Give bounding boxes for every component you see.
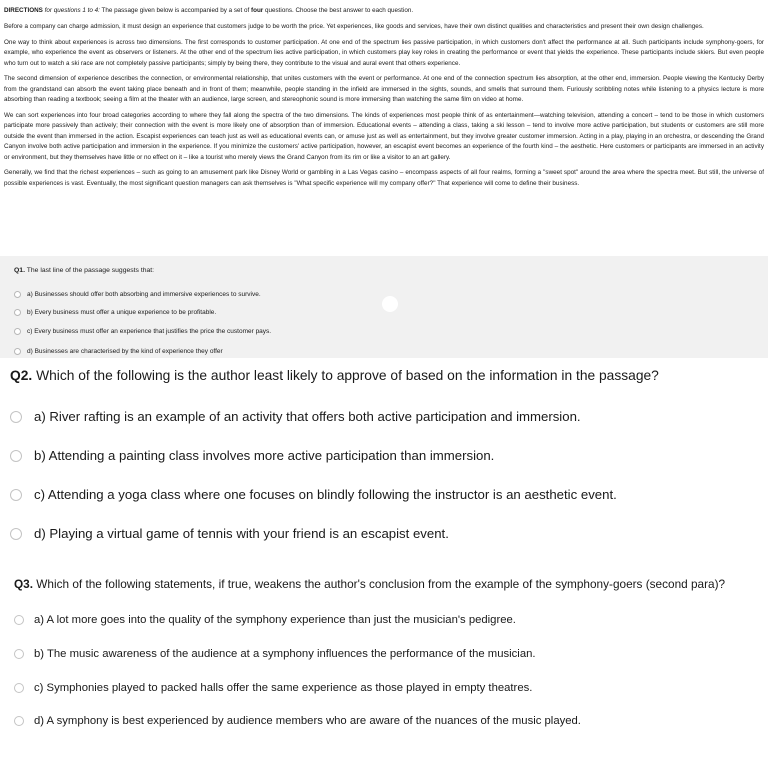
option-label: d) Playing a virtual game of tennis with your friend is an escapist event. bbox=[34, 526, 449, 541]
radio-button[interactable] bbox=[14, 683, 24, 693]
cursor-indicator bbox=[382, 296, 398, 312]
directions-text-end: questions. Choose the best answer to each question. bbox=[263, 7, 414, 14]
question-3-option-c[interactable] bbox=[14, 682, 532, 694]
directions-count: four bbox=[251, 7, 264, 14]
radio-button[interactable] bbox=[14, 716, 24, 726]
question-2-option-d[interactable] bbox=[10, 526, 449, 541]
radio-button[interactable] bbox=[14, 328, 21, 335]
question-1-option-a[interactable] bbox=[14, 291, 261, 298]
passage-paragraph-3: The second dimension of experience describes the connection, or environmental relationship, that unites customers with the event or performance. At one end of the connection spectrum lies absorption, at the other end, immersion. People viewing the Kentucky Derby from the grandstand can absorb the event taking place beneath and in front of them; meanwhile, people standing in the infield are immersed in the sights, sounds, and smells that surround them. Furiously scribbling notes while listening to a physics lecture is more absorbing than reading a textbook; seeing a film at the theater with an audience, large screen, and stereophonic sound is more immersing than watching the same film on video at home. bbox=[4, 75, 764, 103]
passage-paragraph-2: One way to think about experiences is across two dimensions. The first corresponds to customer participation. At one end of the spectrum lies passive participation, in which customers don't affect the performance at all. Such participants include symphony-goers, for example, who experience the event as observers or listeners. At the other end of the spectrum lies active participation, in which customers play key roles in creating the performance or event that yields the experience. These participants include skiers. But even people who turn out to watch a ski race are not completely passive participants; simply by being there, they contribute to the visual and aural event that others experience. bbox=[4, 38, 764, 67]
radio-button[interactable] bbox=[14, 348, 21, 355]
question-3-text: Which of the following statements, if true, weakens the author's conclusion from the example of the symphony-goers (second para)? bbox=[33, 577, 726, 591]
option-label: b) Attending a painting class involves more active participation than immersion. bbox=[34, 448, 495, 463]
question-1-option-b[interactable] bbox=[14, 309, 216, 316]
option-label: b) The music awareness of the audience at a symphony influences the performance of the musician. bbox=[34, 648, 536, 660]
option-label: a) Businesses should offer both absorbing and immersive experiences to survive. bbox=[27, 291, 261, 298]
option-label: c) Symphonies played to packed halls offer the same experience as those played in empty theatres. bbox=[34, 682, 533, 694]
question-3-title bbox=[14, 577, 725, 591]
question-2-option-b[interactable] bbox=[10, 448, 494, 463]
passage-paragraph-4: We can sort experiences into four broad categories according to where they fall along the spectra of the two dimensions. The kinds of experiences most people think of as entertainment—watching television, attending a concert – tend to be those in which customers participate more passively than actively; their connection with the event is more likely one of absorption than of immersion. Educational events – attending a class, taking a ski lesson – tend to involve more active participation, but students or customers are still more outside the event than immersed in the action. Escapist experiences can teach just as well as educational events can, or amuse just as well as entertainment, but they involve greater customer immersion. Acting in a play, playing in an orchestra, or descending the Grand Canyon involve both active participation and immersion in the experience. If you minimize the customers' active participation, however, an escapist event becomes an experience of the fourth kind – the aesthetic. Here customers or participants are immersed in an activity or environment, but they themselves have little or no effect on it – like a tourist who merely views the Grand Canyon from its rim or like a visitor to an art gallery. bbox=[4, 111, 764, 161]
question-2-title bbox=[10, 368, 659, 383]
question-2-option-c[interactable] bbox=[10, 487, 617, 502]
option-label: a) River rafting is an example of an activity that offers both active participation and immersion. bbox=[34, 409, 581, 424]
question-3-option-a[interactable] bbox=[14, 614, 516, 626]
directions-scope: for questions 1 to 4: bbox=[42, 7, 100, 14]
question-1-card bbox=[0, 256, 768, 358]
radio-button[interactable] bbox=[14, 309, 21, 316]
radio-button[interactable] bbox=[10, 489, 22, 501]
question-1-option-d[interactable] bbox=[14, 348, 223, 355]
radio-button[interactable] bbox=[10, 450, 22, 462]
question-2-text: Which of the following is the author least likely to approve of based on the information in the passage? bbox=[32, 368, 659, 383]
question-1-number: Q1. bbox=[14, 267, 25, 274]
option-label: c) Attending a yoga class where one focuses on blindly following the instructor is an aesthetic event. bbox=[34, 487, 617, 502]
option-label: a) A lot more goes into the quality of the symphony experience than just the musician's pedigree. bbox=[34, 614, 516, 626]
option-label: d) Businesses are characterised by the kind of experience they offer bbox=[27, 348, 223, 355]
question-3-number: Q3. bbox=[14, 577, 34, 591]
question-3-option-d[interactable] bbox=[14, 715, 581, 727]
option-label: b) Every business must offer a unique experience to be profitable. bbox=[27, 309, 217, 316]
directions-text: The passage given below is accompanied by a set of bbox=[99, 7, 252, 14]
option-label: c) Every business must offer an experience that justifies the price the customer pays. bbox=[27, 328, 272, 335]
question-2-option-a[interactable] bbox=[10, 409, 581, 424]
question-1-title bbox=[14, 267, 154, 274]
directions-label: DIRECTIONS bbox=[4, 7, 43, 14]
radio-button[interactable] bbox=[10, 411, 22, 423]
option-label: d) A symphony is best experienced by audience members who are aware of the nuances of the music played. bbox=[34, 715, 581, 727]
radio-button[interactable] bbox=[14, 615, 24, 625]
question-3-option-b[interactable] bbox=[14, 648, 536, 660]
radio-button[interactable] bbox=[14, 649, 24, 659]
question-1-text: The last line of the passage suggests that: bbox=[24, 267, 155, 274]
passage-section bbox=[0, 0, 768, 256]
question-2-number: Q2. bbox=[10, 368, 33, 383]
question-1-option-c[interactable] bbox=[14, 328, 271, 335]
passage-paragraph-1: Before a company can charge admission, it must design an experience that customers judge to be worth the price. Yet experiences, like goods and services, have their own distinct qualities and characteristics and present their own design challenges. bbox=[4, 23, 704, 30]
radio-button[interactable] bbox=[10, 528, 22, 540]
passage-paragraph-5: Generally, we find that the richest experiences – such as going to an amusement park like Disney World or gambling in a Las Vegas casino – encompass aspects of all four realms, forming a "sweet spot" around the area where the spectra meet. But still, the universe of possible experiences is vast. Eventually, the most significant question managers can ask themselves is "What specific experience will my company offer?" That experience will come to define their business. bbox=[4, 169, 764, 187]
radio-button[interactable] bbox=[14, 291, 21, 298]
directions bbox=[4, 6, 764, 15]
